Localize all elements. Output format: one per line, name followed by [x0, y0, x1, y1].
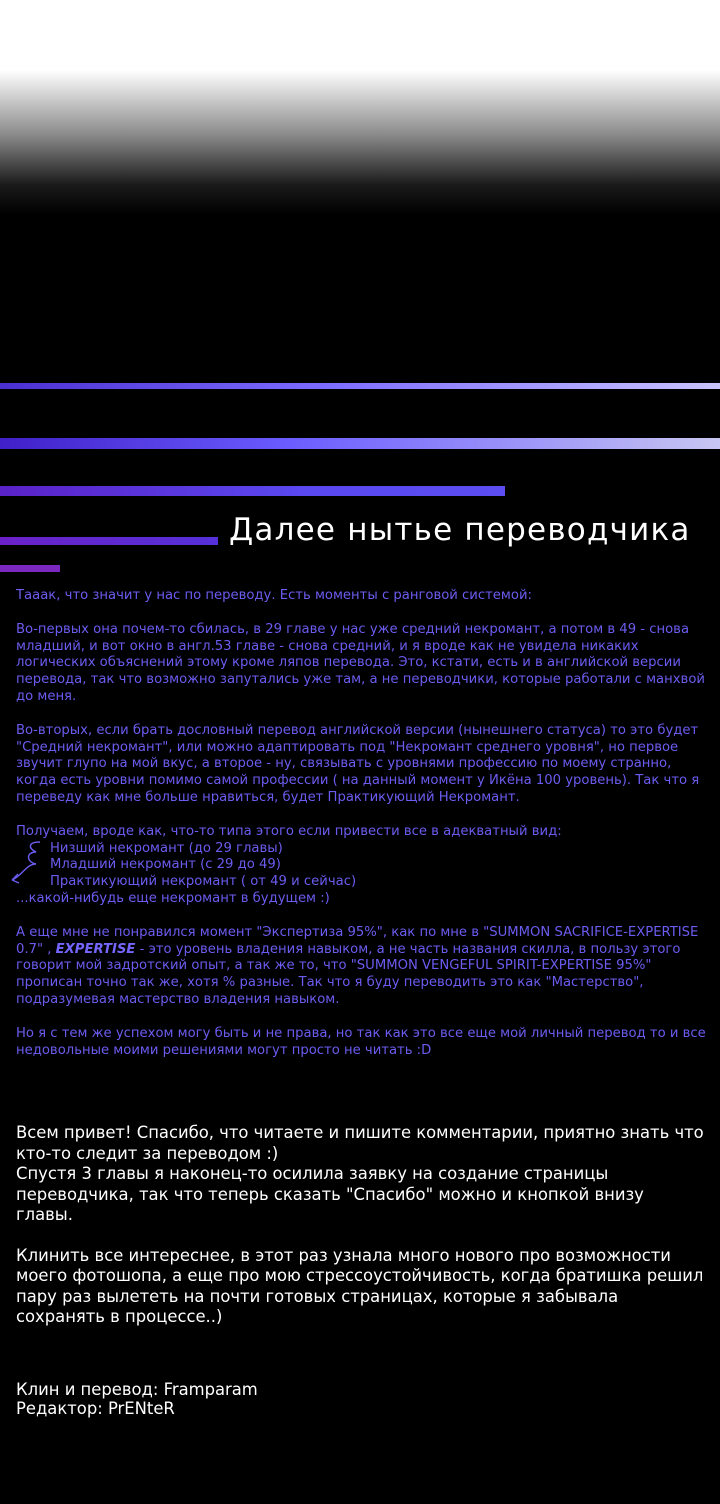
- rank-list: [16, 824, 706, 908]
- rank-item: ...какой-нибудь еще некромант в будущем :): [16, 890, 330, 906]
- decorative-bar: [0, 486, 505, 496]
- thanks-text: Всем привет! Спасибо, что читаете и пишите комментарии, приятно знать что кто-то следит за переводом :): [16, 1123, 704, 1163]
- credits: [16, 1380, 258, 1418]
- note-text: А еще мне не понравился момент "Экспертиза 95%", как по мне в "SUMMON SACRIFICE-EXPERTISE 0.7" ,: [16, 924, 699, 957]
- top-gradient-fade: [0, 0, 720, 215]
- note-paragraph: Но я с тем же успехом могу быть и не права, но так как это все еще мой личный перевод то и все недовольные моими решениями могут просто не читать :D: [16, 1025, 706, 1058]
- rank-item: Младший некромант (с 29 до 49): [50, 857, 281, 873]
- note-intro: Тааак, что значит у нас по переводу. Есть моменты с ранговой системой:: [16, 588, 532, 603]
- rank-item: Низший некромант (до 29 главы): [50, 840, 283, 856]
- thanks-paragraph: [16, 1123, 706, 1226]
- note-paragraph: Во-вторых, если брать дословный перевод английской версии (нынешнего статуса) то это будет "Средний некромант", или можно адаптировать под "Некромант среднего уровня", но первое звучит глупо на мой вкус, а второе - ну, связывать с уровнями профессию по моему странно, когда есть уровни помимо самой профессии ( на данный момент у Икёна 100 уровень). Так что я переведу как мне больше нравиться, будет Практикующий Некромант.: [16, 722, 700, 805]
- decorative-bar: [0, 383, 720, 389]
- emphasis-text: EXPERTISE: [55, 941, 136, 957]
- decorative-bar: [0, 565, 60, 572]
- note-paragraph: Во-первых она почем-то сбилась, в 29 главе у нас уже средний некромант, а потом в 49 - снова младший, и вот окно в англ.53 главе - снова средний, и я вроде как не увидела никаких логических объяснений этому кроме ляпов перевода. Это, кстати, есть и в английской версии перевода, так что возможно запутались уже там, а не переводчики, которые работали с манхвой до меня.: [16, 621, 705, 704]
- credit-cleaner-translator: Клин и перевод: Framparam: [16, 1380, 258, 1399]
- note-text: - это уровень владения навыком, а не часть названия скилла, в пользу этого говорит мой задротский опыт, а так же то, что "SUMMON VENGEFUL SPIRIT-EXPERTISE 95%" прописан точно так же, хотя % разные. Так что я буду переводить это как "Мастерство", подразумевая мастерство владения навыком.: [16, 941, 681, 1007]
- rank-item: Практикующий некромант ( от 49 и сейчас): [50, 874, 357, 890]
- curly-arrow-icon: [4, 834, 54, 890]
- translator-note: [16, 588, 706, 1076]
- decorative-bar: [0, 537, 218, 545]
- note-paragraph: [16, 925, 706, 1009]
- thanks-paragraph: Клинить все интереснее, в этот раз узнала много нового про возможности моего фотошопа, а еще про мою стрессоустойчивость, когда братишка решил пару раз вылететь на почти готовых страницах, которые я забывала сохранять в процессе..): [16, 1245, 704, 1326]
- thanks-message: [16, 1123, 706, 1348]
- thanks-text: Спустя 3 главы я наконец-то осилила заявку на создание страницы переводчика, так что теперь сказать "Спасибо" можно и кнопкой внизу главы.: [16, 1164, 644, 1224]
- decorative-bar: [0, 438, 720, 449]
- rank-list-intro: Получаем, вроде как, что-то типа этого если привести все в адекватный вид:: [16, 823, 562, 839]
- credit-editor: Редактор: PrENteR: [16, 1399, 175, 1418]
- page-title: Далее нытье переводчика: [229, 512, 691, 548]
